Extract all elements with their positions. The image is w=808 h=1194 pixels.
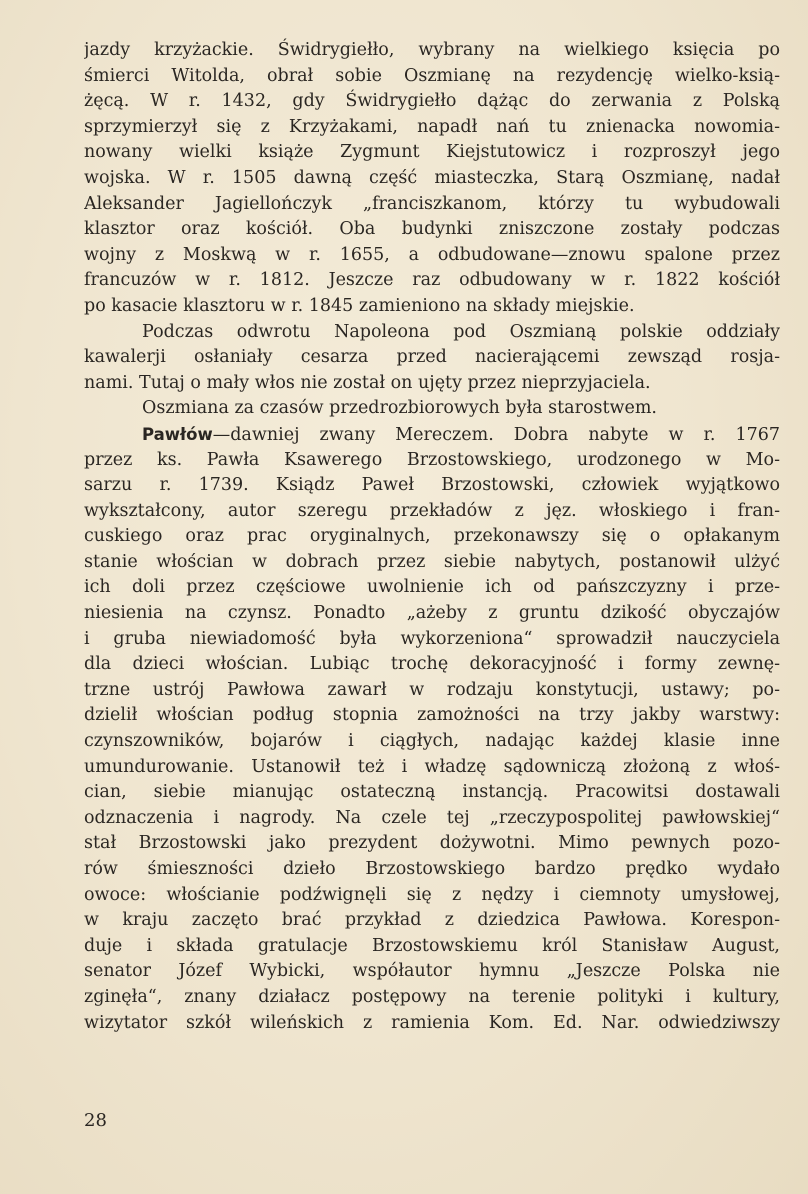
paragraph-first-line: Oszmiana za czasów przedrozbiorowych była starostwem. [142,398,657,419]
text-line: trzne ustrój Pawłowa zawarł w rodzaju konstytucji, ustawy; po- [84,679,780,700]
text-line: w kraju zaczęto brać przykład z dziedzica Pawłowa. Korespon- [84,910,780,931]
text-line: dzielił włościan podług stopnia zamożności na trzy jakby warstwy: [84,705,780,726]
text-line: sarzu r. 1739. Ksiądz Paweł Brzostowski, człowiek wyjątkowo [84,475,780,496]
text-line: śmierci Witolda, obrał sobie Oszmianę na rezydencję wielko-ksią- [84,65,780,86]
text-line: i gruba niewiadomość była wykorzeniona“ sprowadził nauczyciela [84,628,780,649]
text-line: wojska. W r. 1505 dawną część miasteczka, Starą Oszmianę, nadał [84,167,780,188]
text-block [84,38,780,1036]
page-number: 28 [84,1110,107,1131]
text-line: cuskiego oraz prac oryginalnych, przekonawszy się o opłakanym [84,526,780,547]
text-line: Aleksander Jagiellończyk „franciszkanom, którzy tu wybudowali [84,193,780,214]
text-line: niesienia na czynsz. Ponadto „ażeby z gruntu dzikość obyczajów [84,603,780,624]
text-line: stanie włościan w dobrach przez siebie nabytych, postanowił ulżyć [84,551,780,572]
text-line: owoce: włościanie podźwignęli się z nędzy i ciemnoty umysłowej, [84,884,780,905]
text-line: zginęła“, znany działacz postępowy na terenie polityki i kultury, [84,986,780,1007]
text-line: nami. Tutaj o mały włos nie został on ujęty przez nieprzyjaciela. [84,372,651,393]
text-line: przez ks. Pawła Ksawerego Brzostowskiego, urodzonego w Mo- [84,449,780,470]
text-line: klasztor oraz kościół. Oba budynki zniszczone zostały podczas [84,219,780,240]
text-line: francuzów w r. 1812. Jeszcze raz odbudowany w r. 1822 kościół [84,270,780,291]
text-line: sprzymierzył się z Krzyżakami, napadł nań tu znienacka nowomia- [84,116,780,137]
text-line: nowany wielki książe Zygmunt Kiejstutowicz i rozproszył jego [84,142,780,163]
text-line: duje i składa gratulacje Brzostowskiemu król Stanisław August, [84,935,780,956]
text-line: czynszowników, bojarów i ciągłych, nadając każdej klasie inne [84,731,780,752]
text-line: żęcą. W r. 1432, gdy Świdrygiełło dążąc do zerwania z Polską [84,91,780,112]
text-line: cian, siebie mianując ostateczną instancją. Pracowitsi dostawali [84,782,780,803]
text-line: wykształcony, autor szeregu przekładów z jęz. włoskiego i fran- [84,500,780,521]
text-line: wizytator szkół wileńskich z ramienia Kom. Ed. Nar. odwiedziwszy [84,1012,780,1033]
text-line: senator Józef Wybicki, współautor hymnu „Jeszcze Polska nie [84,961,780,982]
section-heading: Pawłów [142,424,213,444]
text-line: dla dzieci włościan. Lubiąc trochę dekoracyjność i formy zewnę- [84,654,780,675]
text-line: rów śmieszności dzieło Brzostowskiego bardzo prędko wydało [84,859,780,879]
text-line: ich doli przez częściowe uwolnienie ich od pańszczyzny i prze- [84,577,780,598]
text-line: wojny z Moskwą w r. 1655, a odbudowane—znowu spalone przez [84,244,780,265]
section-first-line-text: —dawniej zwany Mereczem. Dobra nabyte w r. 1767 [212,424,780,445]
text-line: odznaczenia i nagrody. Na czele tej „rzeczypospolitej pawłowskiej“ [84,807,780,828]
text-line: umundurowanie. Ustanowił też i władzę sądowniczą złożoną z włoś- [84,756,780,777]
text-line: stał Brzostowski jako prezydent dożywotni. Mimo pewnych pozo- [84,833,780,854]
paragraph-first-line: Podczas odwrotu Napoleona pod Oszmianą polskie oddziały [142,321,780,342]
text-line: kawalerji osłaniały cesarza przed nacierającemi zewsząd rosja- [84,347,780,368]
text-line: po kasacie klasztoru w r. 1845 zamieniono na składy miejskie. [84,295,635,316]
section-first-line [84,422,780,448]
text-line: jazdy krzyżackie. Świdrygiełło, wybrany na wielkiego księcia po [84,40,780,60]
